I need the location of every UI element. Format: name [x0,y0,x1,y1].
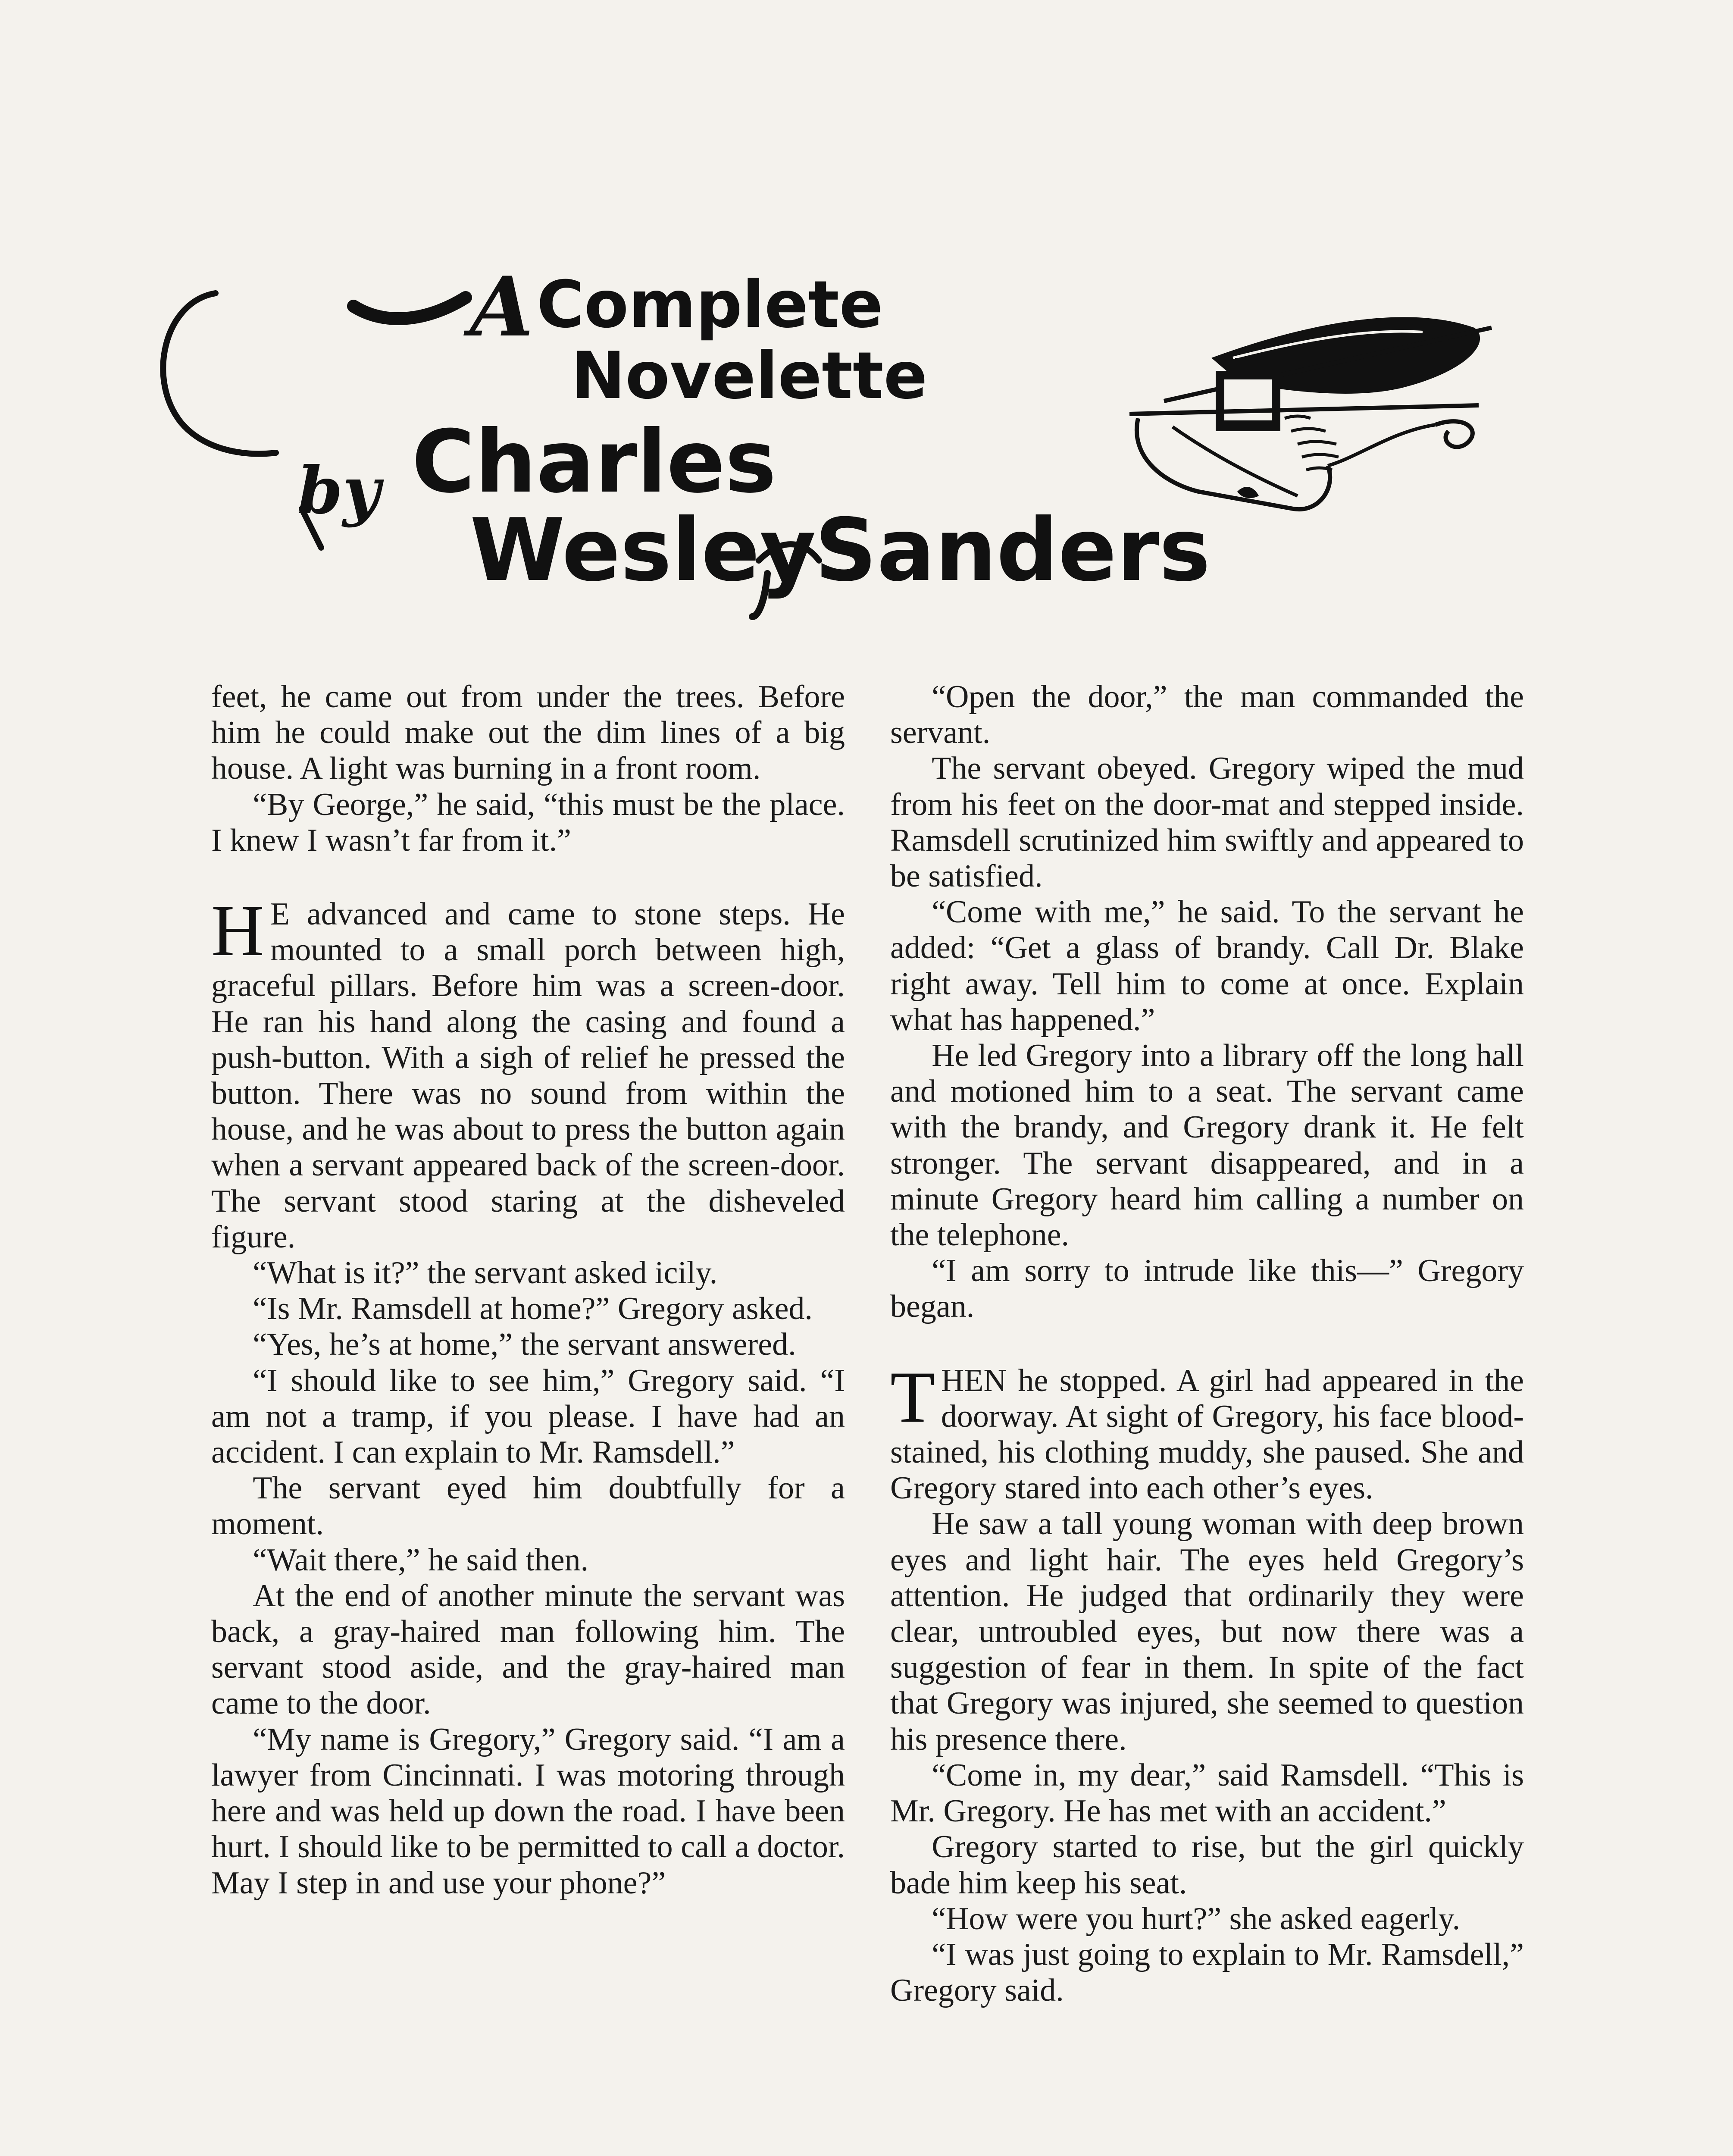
paragraph-text: E advanced and came to stone steps. He mounted to a small porch between high, graceful pillars. Before him was a screen-door. He ran his hand along the casing and found a push-button. With a sigh of relief he pressed the button. There was no sound from within the house, and he was about to press the button again when a servant appeared back of the screen-door. The servant stood staring at the disheveled figure. [211,896,845,1255]
text-column-left [211,679,845,1901]
author-last-name: Sanders [815,500,1211,601]
swash-a-ornament [353,298,466,319]
paragraph: “I was just going to explain to Mr. Ramsdell,” Gregory said. [890,1937,1524,2009]
paragraph: “I should like to see him,” Gregory said. “I am not a tramp, if you please. I have had an accident. I can explain to Mr. Ramsdell.” [211,1363,845,1470]
paragraph: “I am sorry to intrude like this—” Gregory began. [890,1253,1524,1325]
drop-cap: T [890,1356,935,1438]
paragraph: He saw a tall young woman with deep brown eyes and light hair. The eyes held Gregory’s attention. He judged that ordinarily they were clear, untroubled eyes, but now there was a suggestion of fear in them. In spite of the fact that Gregory was injured, she seemed to question his presence there. [890,1506,1524,1757]
text-column-right [890,679,1524,2009]
quill-pen-icon [1164,317,1492,401]
section-paragraph [211,890,845,1255]
section-paragraph [890,1356,1524,1507]
drop-cap: H [211,890,264,971]
author-middle-name: Wesley [470,500,816,601]
paragraph-text: HEN he stopped. A girl had appeared in the doorway. At sight of Gregory, his face blood-stained, his clothing muddy, she paused. She and Gregory stared into each other’s eyes. [890,1363,1524,1506]
paragraph: “Wait there,” he said then. [253,1542,589,1578]
paragraph: “What is it?” the servant asked icily. [253,1255,718,1291]
paragraph: The servant eyed him doubtfully for a moment. [211,1470,845,1542]
paragraph: “Yes, he’s at home,” the servant answered. [253,1327,796,1363]
title-header [0,0,1733,647]
paragraph: feet, he came out from under the trees. Before him he could make out the dim lines of a big house. A light was burning in a front room. [211,679,845,787]
paragraph: “My name is Gregory,” Gregory said. “I am a lawyer from Cincinnati. I was motoring through here and was held up down the road. I have been hurt. I should like to be permitted to call a doctor. May I step in and use your phone?” [211,1721,845,1901]
paragraph: “By George,” he said, “this must be the place. I knew I wasn’t far from it.” [211,787,845,858]
paragraph: Gregory started to rise, but the girl quickly bade him keep his seat. [890,1829,1524,1901]
title-letter-a: A [470,259,534,355]
swash-c-ornament [163,293,276,454]
paragraph: “Come in, my dear,” said Ramsdell. “This is Mr. Gregory. He has met with an accident.” [890,1757,1524,1829]
paragraph: “Is Mr. Ramsdell at home?” Gregory asked. [253,1291,813,1327]
title-novelette: Novelette [571,338,928,414]
paragraph: “How were you hurt?” she asked eagerly. [932,1901,1461,1937]
author-first-name: Charles [412,412,776,512]
scroll-icon [1129,405,1479,509]
paragraph: The servant obeyed. Gregory wiped the mud from his feet on the door-mat and stepped inside. Ramsdell scrutinized him swiftly and appeared to be satisfied. [890,751,1524,894]
paragraph: “Come with me,” he said. To the servant he added: “Get a glass of brandy. Call Dr. Blake right away. Tell him to come at once. Explain what has happened.” [890,894,1524,1037]
paragraph: He led Gregory into a library off the long hall and motioned him to a seat. The servant came with the brandy, and Gregory drank it. He felt stronger. The servant disappeared, and in a minute Gregory heard him calling a number on the telephone. [890,1038,1524,1253]
paragraph: “Open the door,” the man commanded the servant. [890,679,1524,751]
byline-by: by [297,453,381,529]
paragraph: At the end of another minute the servant was back, a gray-haired man following him. The servant stood aside, and the gray-haired man came to the door. [211,1578,845,1721]
title-complete: Complete [537,267,883,342]
